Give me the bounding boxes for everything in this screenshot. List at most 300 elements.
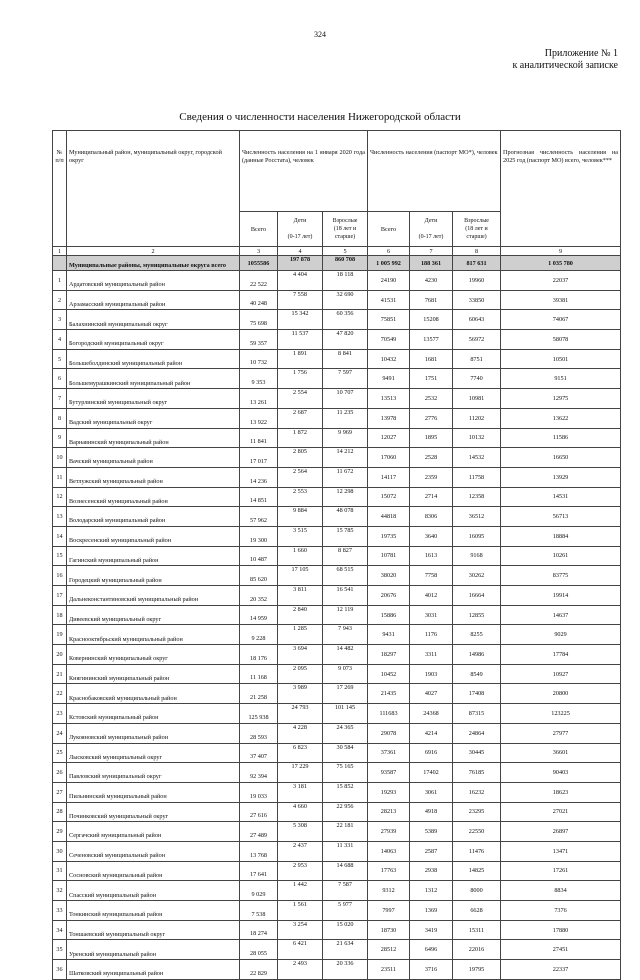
- population-value: 14 212: [323, 448, 368, 468]
- row-number: 22: [53, 684, 67, 704]
- header-children-passport: Дети (0-17 лет): [410, 212, 453, 247]
- population-value: 2714: [410, 487, 453, 507]
- population-value: 16095: [453, 526, 501, 546]
- population-value: 1 442: [278, 881, 323, 901]
- population-value: 17880: [501, 920, 621, 940]
- row-number: 33: [53, 901, 67, 921]
- district-name: Сергачский муниципальный район: [67, 822, 240, 842]
- table-row: [53, 901, 621, 921]
- row-number: 15: [53, 546, 67, 566]
- population-value: 6916: [410, 743, 453, 763]
- population-value: 16 541: [323, 586, 368, 606]
- population-value: 16650: [501, 448, 621, 468]
- population-value: 19735: [368, 526, 410, 546]
- population-value: 4214: [410, 723, 453, 743]
- population-value: 18884: [501, 526, 621, 546]
- population-value: 16664: [453, 586, 501, 606]
- population-value: 2 805: [278, 448, 323, 468]
- total-num-cell: [53, 256, 67, 271]
- column-number: 5: [323, 247, 368, 256]
- population-value: 125 938: [240, 704, 278, 724]
- population-value: 10261: [501, 546, 621, 566]
- table-row: [53, 271, 621, 291]
- population-value: 36601: [501, 743, 621, 763]
- population-value: 36512: [453, 507, 501, 527]
- district-name: Сеченовский муниципальный район: [67, 841, 240, 861]
- population-value: 23295: [453, 802, 501, 822]
- header-num: № п/п: [53, 131, 67, 247]
- population-value: 3419: [410, 920, 453, 940]
- table-row: [53, 841, 621, 861]
- population-value: 11 537: [278, 330, 323, 350]
- population-value: 2 554: [278, 389, 323, 409]
- row-number: 30: [53, 841, 67, 861]
- population-value: 14 959: [240, 605, 278, 625]
- population-value: 27021: [501, 802, 621, 822]
- column-number: 8: [453, 247, 501, 256]
- population-value: 1 756: [278, 369, 323, 389]
- population-value: 15886: [368, 605, 410, 625]
- population-value: 8000: [453, 881, 501, 901]
- population-value: 2587: [410, 841, 453, 861]
- population-value: 18 176: [240, 645, 278, 665]
- population-value: 4027: [410, 684, 453, 704]
- appendix-note: [512, 48, 618, 72]
- population-value: 13622: [501, 408, 621, 428]
- table-row: [53, 428, 621, 448]
- column-number: 9: [501, 247, 621, 256]
- population-value: 9 029: [240, 881, 278, 901]
- population-value: 38020: [368, 566, 410, 586]
- row-number: 10: [53, 448, 67, 468]
- table-row: [53, 586, 621, 606]
- population-value: 13 768: [240, 841, 278, 861]
- population-value: 13 261: [240, 389, 278, 409]
- population-value: 12855: [453, 605, 501, 625]
- population-value: 5 977: [323, 901, 368, 921]
- table-row: [53, 920, 621, 940]
- population-value: 22 829: [240, 960, 278, 980]
- row-number: 21: [53, 664, 67, 684]
- population-value: 17060: [368, 448, 410, 468]
- district-name: Арзамасский муниципальный район: [67, 290, 240, 310]
- district-name: Павловский муниципальный округ: [67, 763, 240, 783]
- total-value: 197 878: [278, 256, 323, 271]
- row-number: 29: [53, 822, 67, 842]
- row-number: 9: [53, 428, 67, 448]
- population-value: 3 181: [278, 782, 323, 802]
- population-value: 23511: [368, 960, 410, 980]
- table-row: [53, 664, 621, 684]
- population-value: 28213: [368, 802, 410, 822]
- row-number: 11: [53, 467, 67, 487]
- total-label: Муниципальные районы, муниципальные округа всего: [67, 256, 240, 271]
- population-value: 22550: [453, 822, 501, 842]
- table-row: [53, 467, 621, 487]
- population-value: 27977: [501, 723, 621, 743]
- header-total-passport: Всего: [368, 212, 410, 247]
- population-value: 7 587: [323, 881, 368, 901]
- row-number: 32: [53, 881, 67, 901]
- column-number: 1: [53, 247, 67, 256]
- population-value: 20800: [501, 684, 621, 704]
- population-value: 4 660: [278, 802, 323, 822]
- district-name: Уренский муниципальный район: [67, 940, 240, 960]
- table-row: [53, 940, 621, 960]
- total-value: 1055586: [240, 256, 278, 271]
- row-number: 8: [53, 408, 67, 428]
- district-name: Варнавинский муниципальный район: [67, 428, 240, 448]
- table-row: [53, 310, 621, 330]
- population-value: 13929: [501, 467, 621, 487]
- district-name: Воскресенский муниципальный район: [67, 526, 240, 546]
- population-value: 27 616: [240, 802, 278, 822]
- population-value: 2776: [410, 408, 453, 428]
- population-value: 18730: [368, 920, 410, 940]
- district-name: Дивеевский муниципальный округ: [67, 605, 240, 625]
- population-value: 59 357: [240, 330, 278, 350]
- population-value: 76185: [453, 763, 501, 783]
- population-value: 3 811: [278, 586, 323, 606]
- population-value: 9 073: [323, 664, 368, 684]
- header-name: Муниципальный район, муниципальный округ, городской округ: [67, 131, 240, 247]
- population-value: 9312: [368, 881, 410, 901]
- table-row: [53, 802, 621, 822]
- header-passport: Численность населения (паспорт МО*), человек: [368, 131, 501, 212]
- population-value: 14063: [368, 841, 410, 861]
- population-value: 4 228: [278, 723, 323, 743]
- population-value: 11 235: [323, 408, 368, 428]
- population-value: 11586: [501, 428, 621, 448]
- population-value: 17402: [410, 763, 453, 783]
- table-row: [53, 369, 621, 389]
- population-value: 14117: [368, 467, 410, 487]
- population-value: 22016: [453, 940, 501, 960]
- row-number: 28: [53, 802, 67, 822]
- population-value: 9168: [453, 546, 501, 566]
- total-value: 860 708: [323, 256, 368, 271]
- population-value: 90403: [501, 763, 621, 783]
- population-value: 2 095: [278, 664, 323, 684]
- population-value: 10432: [368, 349, 410, 369]
- population-value: 27451: [501, 940, 621, 960]
- row-number: 34: [53, 920, 67, 940]
- population-value: 17763: [368, 861, 410, 881]
- population-value: 1 891: [278, 349, 323, 369]
- row-number: 6: [53, 369, 67, 389]
- table-row: [53, 349, 621, 369]
- row-number: 31: [53, 861, 67, 881]
- row-number: 1: [53, 271, 67, 291]
- column-number: 3: [240, 247, 278, 256]
- population-value: 22337: [501, 960, 621, 980]
- population-value: 24368: [410, 704, 453, 724]
- population-value: 15 020: [323, 920, 368, 940]
- population-value: 70549: [368, 330, 410, 350]
- population-value: 56972: [453, 330, 501, 350]
- table-row: [53, 645, 621, 665]
- population-value: 10 732: [240, 349, 278, 369]
- population-value: 14 482: [323, 645, 368, 665]
- table-row: [53, 743, 621, 763]
- district-name: Краснобаковский муниципальный район: [67, 684, 240, 704]
- table-row: [53, 881, 621, 901]
- population-value: 12 298: [323, 487, 368, 507]
- population-value: 7 558: [278, 290, 323, 310]
- population-value: 47 820: [323, 330, 368, 350]
- population-value: 19293: [368, 782, 410, 802]
- header-rosstat: Численность населения на 1 января 2020 года (данные Росстата), человек: [240, 131, 368, 212]
- population-value: 7 538: [240, 901, 278, 921]
- population-value: 10927: [501, 664, 621, 684]
- table-row: [53, 704, 621, 724]
- population-value: 12 119: [323, 605, 368, 625]
- population-value: 1613: [410, 546, 453, 566]
- population-value: 19914: [501, 586, 621, 606]
- population-value: 2 840: [278, 605, 323, 625]
- population-value: 8549: [453, 664, 501, 684]
- population-value: 60643: [453, 310, 501, 330]
- total-value: 1 035 780: [501, 256, 621, 271]
- population-value: 24 365: [323, 723, 368, 743]
- population-value: 13 922: [240, 408, 278, 428]
- page-number: 324: [314, 30, 326, 39]
- population-value: 8 841: [323, 349, 368, 369]
- population-value: 87315: [453, 704, 501, 724]
- population-value: 58078: [501, 330, 621, 350]
- district-name: Пильнинский муниципальный район: [67, 782, 240, 802]
- district-name: Лысковский муниципальный округ: [67, 743, 240, 763]
- district-name: Большеболдинский муниципальный район: [67, 349, 240, 369]
- population-value: 1 872: [278, 428, 323, 448]
- population-value: 1895: [410, 428, 453, 448]
- population-value: 2 687: [278, 408, 323, 428]
- population-value: 28 055: [240, 940, 278, 960]
- population-value: 4918: [410, 802, 453, 822]
- total-value: 188 361: [410, 256, 453, 271]
- row-number: 12: [53, 487, 67, 507]
- column-number: 6: [368, 247, 410, 256]
- population-value: 15 852: [323, 782, 368, 802]
- table-row: [53, 507, 621, 527]
- population-value: 14532: [453, 448, 501, 468]
- population-value: 18297: [368, 645, 410, 665]
- population-value: 12358: [453, 487, 501, 507]
- population-table: [52, 130, 621, 980]
- population-value: 21435: [368, 684, 410, 704]
- population-value: 11202: [453, 408, 501, 428]
- row-number: 27: [53, 782, 67, 802]
- population-value: 19 300: [240, 526, 278, 546]
- population-value: 93587: [368, 763, 410, 783]
- population-value: 9029: [501, 625, 621, 645]
- population-value: 28512: [368, 940, 410, 960]
- total-value: 817 631: [453, 256, 501, 271]
- total-value: 1 005 992: [368, 256, 410, 271]
- population-value: 56713: [501, 507, 621, 527]
- population-value: 22 956: [323, 802, 368, 822]
- population-value: 7758: [410, 566, 453, 586]
- population-value: 75 698: [240, 310, 278, 330]
- population-value: 15208: [410, 310, 453, 330]
- population-value: 2 493: [278, 960, 323, 980]
- population-value: 5389: [410, 822, 453, 842]
- population-value: 57 962: [240, 507, 278, 527]
- population-value: 2 437: [278, 841, 323, 861]
- district-name: Тонкинский муниципальный район: [67, 901, 240, 921]
- row-number: 4: [53, 330, 67, 350]
- district-name: Ветлужский муниципальный район: [67, 467, 240, 487]
- population-value: 2 953: [278, 861, 323, 881]
- population-value: 11 841: [240, 428, 278, 448]
- population-value: 15 342: [278, 310, 323, 330]
- total-row: [53, 256, 621, 271]
- population-value: 7997: [368, 901, 410, 921]
- population-value: 9 969: [323, 428, 368, 448]
- population-value: 8751: [453, 349, 501, 369]
- population-value: 10 487: [240, 546, 278, 566]
- population-value: 123225: [501, 704, 621, 724]
- population-value: 1176: [410, 625, 453, 645]
- row-number: 24: [53, 723, 67, 743]
- row-number: 36: [53, 960, 67, 980]
- population-value: 9 884: [278, 507, 323, 527]
- population-value: 10501: [501, 349, 621, 369]
- population-value: 75 165: [323, 763, 368, 783]
- population-value: 1751: [410, 369, 453, 389]
- table-row: [53, 330, 621, 350]
- population-value: 12027: [368, 428, 410, 448]
- population-value: 2528: [410, 448, 453, 468]
- district-name: Дальнеконстантиновский муниципальный район: [67, 586, 240, 606]
- population-value: 32 690: [323, 290, 368, 310]
- population-value: 17 017: [240, 448, 278, 468]
- table-row: [53, 566, 621, 586]
- population-value: 9 228: [240, 625, 278, 645]
- row-number: 23: [53, 704, 67, 724]
- population-value: 6496: [410, 940, 453, 960]
- population-value: 14 851: [240, 487, 278, 507]
- district-name: Балахнинский муниципальный округ: [67, 310, 240, 330]
- row-number: 17: [53, 586, 67, 606]
- population-value: 7681: [410, 290, 453, 310]
- population-value: 48 078: [323, 507, 368, 527]
- row-number: 5: [53, 349, 67, 369]
- population-value: 19795: [453, 960, 501, 980]
- population-value: 92 394: [240, 763, 278, 783]
- district-name: Володарский муниципальный район: [67, 507, 240, 527]
- table-row: [53, 605, 621, 625]
- population-value: 13513: [368, 389, 410, 409]
- table-row: [53, 861, 621, 881]
- table-row: [53, 763, 621, 783]
- population-value: 8306: [410, 507, 453, 527]
- table-row: [53, 723, 621, 743]
- population-value: 2359: [410, 467, 453, 487]
- population-value: 10452: [368, 664, 410, 684]
- population-value: 20 336: [323, 960, 368, 980]
- district-name: Бутурлинский муниципальный округ: [67, 389, 240, 409]
- population-value: 3640: [410, 526, 453, 546]
- population-value: 14637: [501, 605, 621, 625]
- population-value: 85 620: [240, 566, 278, 586]
- population-value: 11476: [453, 841, 501, 861]
- table-row: [53, 684, 621, 704]
- population-value: 19960: [453, 271, 501, 291]
- row-number: 18: [53, 605, 67, 625]
- population-value: 74067: [501, 310, 621, 330]
- row-number: 7: [53, 389, 67, 409]
- population-value: 14986: [453, 645, 501, 665]
- population-value: 18 118: [323, 271, 368, 291]
- column-number: 2: [67, 247, 240, 256]
- population-value: 13471: [501, 841, 621, 861]
- row-number: 19: [53, 625, 67, 645]
- population-value: 24864: [453, 723, 501, 743]
- district-name: Лукояновский муниципальный район: [67, 723, 240, 743]
- district-name: Тоншаевский муниципальный округ: [67, 920, 240, 940]
- page-title: Сведения о численности населения Нижегородской области: [179, 111, 461, 123]
- population-value: 22 181: [323, 822, 368, 842]
- population-value: 3311: [410, 645, 453, 665]
- population-value: 6 823: [278, 743, 323, 763]
- population-value: 1 561: [278, 901, 323, 921]
- district-name: Богородский муниципальный округ: [67, 330, 240, 350]
- population-value: 14825: [453, 861, 501, 881]
- population-value: 15311: [453, 920, 501, 940]
- population-value: 30 584: [323, 743, 368, 763]
- population-value: 1903: [410, 664, 453, 684]
- population-value: 40 248: [240, 290, 278, 310]
- population-value: 2 564: [278, 467, 323, 487]
- population-value: 14 236: [240, 467, 278, 487]
- population-value: 20676: [368, 586, 410, 606]
- population-value: 1369: [410, 901, 453, 921]
- population-value: 13577: [410, 330, 453, 350]
- population-value: 2 553: [278, 487, 323, 507]
- district-name: Ковернинский муниципальный округ: [67, 645, 240, 665]
- row-number: 2: [53, 290, 67, 310]
- population-value: 9151: [501, 369, 621, 389]
- appendix-line-1: Приложение № 1: [544, 48, 618, 59]
- row-number: 13: [53, 507, 67, 527]
- column-number: 4: [278, 247, 323, 256]
- district-name: Городецкий муниципальный район: [67, 566, 240, 586]
- population-value: 37361: [368, 743, 410, 763]
- header-adults-passport: Взрослые (18 лет и старше): [453, 212, 501, 247]
- population-value: 8 827: [323, 546, 368, 566]
- population-value: 5 308: [278, 822, 323, 842]
- population-value: 19 033: [240, 782, 278, 802]
- population-value: 17261: [501, 861, 621, 881]
- population-value: 29078: [368, 723, 410, 743]
- population-value: 111683: [368, 704, 410, 724]
- population-value: 28 593: [240, 723, 278, 743]
- district-name: Гагинский муниципальный район: [67, 546, 240, 566]
- population-value: 10 707: [323, 389, 368, 409]
- population-value: 17 641: [240, 861, 278, 881]
- table-row: [53, 625, 621, 645]
- population-value: 11758: [453, 467, 501, 487]
- population-value: 27 489: [240, 822, 278, 842]
- population-value: 13978: [368, 408, 410, 428]
- header-forecast: Прогнозная численность населения на 2025 год (паспорт МО) всего, человек***: [501, 131, 621, 247]
- population-value: 10132: [453, 428, 501, 448]
- district-name: Вознесенский муниципальный район: [67, 487, 240, 507]
- population-value: 17784: [501, 645, 621, 665]
- district-name: Краснооктябрьский муниципальный район: [67, 625, 240, 645]
- population-value: 30262: [453, 566, 501, 586]
